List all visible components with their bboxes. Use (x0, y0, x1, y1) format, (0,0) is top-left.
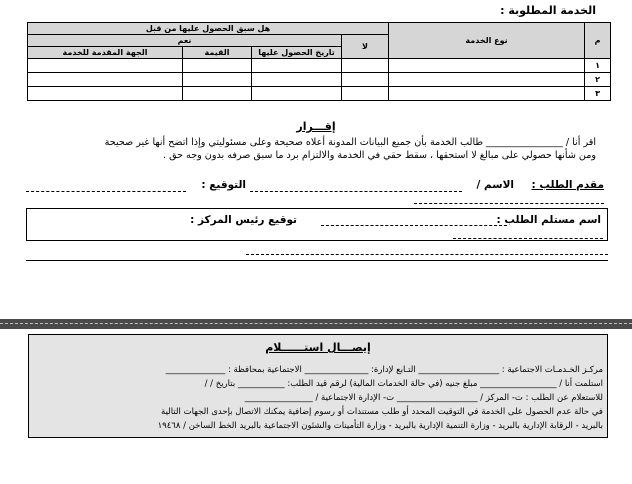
applicant-signature-field[interactable] (26, 191, 186, 192)
receiver-name-label: اسم مستلم الطلب : (496, 214, 601, 226)
col-header-date: تاريخ الحصول عليها (252, 47, 342, 59)
col-header-no: لا (342, 35, 389, 59)
row-number: ١ (585, 59, 611, 73)
receipt-line-inquiry: للاستعلام عن الطلب : ت- المركز / ___________________ ت- الإدارة الاجتماعية / ________________ (244, 393, 603, 403)
cell-service-type[interactable] (389, 59, 585, 73)
applicant-name-field[interactable] (250, 191, 462, 192)
receipt-box (28, 334, 608, 438)
services-heading: الخدمة المطلوبة : (500, 4, 596, 17)
separator-line (26, 260, 608, 261)
cell-no[interactable] (342, 73, 389, 87)
row-number: ٣ (585, 87, 611, 101)
declaration-line: ومن شأنها حصولي على مبالغ لا استحقها ، سقط حقي في الخدمة والالتزام برد ما سبق صرفه بدون وجه حق . (162, 150, 596, 161)
applicant-name-label: الاسم / (476, 179, 514, 191)
cell-date[interactable] (252, 87, 342, 101)
col-header-number: م (585, 23, 611, 59)
cell-value[interactable] (183, 73, 252, 87)
signature-dotted-line[interactable] (246, 254, 608, 255)
receiver-name-field[interactable] (321, 225, 507, 226)
receipt-line-center: مركـز الخـدمـات الاجتماعية : ___________________ التـابع لإدارة: _______________ الاجتماعية بمحافظة : ______________ (165, 365, 603, 375)
cell-service-type[interactable] (389, 87, 585, 101)
cell-date[interactable] (252, 73, 342, 87)
receipt-line-contacts: بالبريد - الرقابة الإدارية بالبريد - وزارة التنمية الإدارية بالبريد - وزارة التأمينات والشئون الاجتماعية بالبريد الخط الساخن / ١٩٤٦٨ (157, 421, 603, 431)
table-row (28, 59, 611, 73)
col-header-yes: نعم (28, 35, 342, 47)
receipt-line-notice: في حالة عدم الحصول على الخدمة في التوقيت المحدد أو طلب مستندات أو رسوم إضافية يمكنك الاتصال بإحدى الجهات التالية (161, 407, 603, 417)
table-row (28, 87, 611, 101)
receipt-title: إيصـــال استــــــلام (265, 341, 371, 354)
cell-provider[interactable] (28, 73, 183, 87)
declaration-title: إقـــرار (296, 120, 336, 133)
col-header-provider: الجهة المقدمة للخدمة (28, 47, 183, 59)
row-number: ٢ (585, 73, 611, 87)
cell-no[interactable] (342, 59, 389, 73)
declaration-line: اقر أنا / ________________ طالب الخدمة بأن جميع البيانات المدونة أعلاه صحيحة وعلى مسئوليتي وإذا اتضح أنها غير صحيحة (104, 137, 596, 148)
applicant-extra-line[interactable] (414, 203, 604, 204)
cell-value[interactable] (183, 59, 252, 73)
receiver-extra-line[interactable] (453, 238, 603, 239)
receiver-box (26, 208, 608, 241)
center-head-signature-label: توقيع رئيس المركز : (190, 214, 297, 226)
cell-provider[interactable] (28, 59, 183, 73)
col-header-service-type: نوع الخدمة (389, 23, 585, 59)
col-header-previously-received: هل سبق الحصول عليها من قبل (28, 23, 389, 35)
services-table (27, 22, 611, 101)
receipt-line-amount: استلمت أنا / __________________ مبلغ جنيه (في حالة الخدمات المالية) لرقم قيد الطلب: ___________ بتاريخ / / (204, 379, 603, 389)
col-header-value: القيمة (183, 47, 252, 59)
cell-no[interactable] (342, 87, 389, 101)
cell-provider[interactable] (28, 87, 183, 101)
cell-date[interactable] (252, 59, 342, 73)
applicant-signature-label: التوقيع : (201, 179, 246, 191)
cell-service-type[interactable] (389, 73, 585, 87)
table-row (28, 73, 611, 87)
applicant-label: مقدم الطلب : (531, 179, 604, 191)
cell-value[interactable] (183, 87, 252, 101)
declaration-text (36, 136, 596, 162)
cut-line (0, 319, 632, 329)
